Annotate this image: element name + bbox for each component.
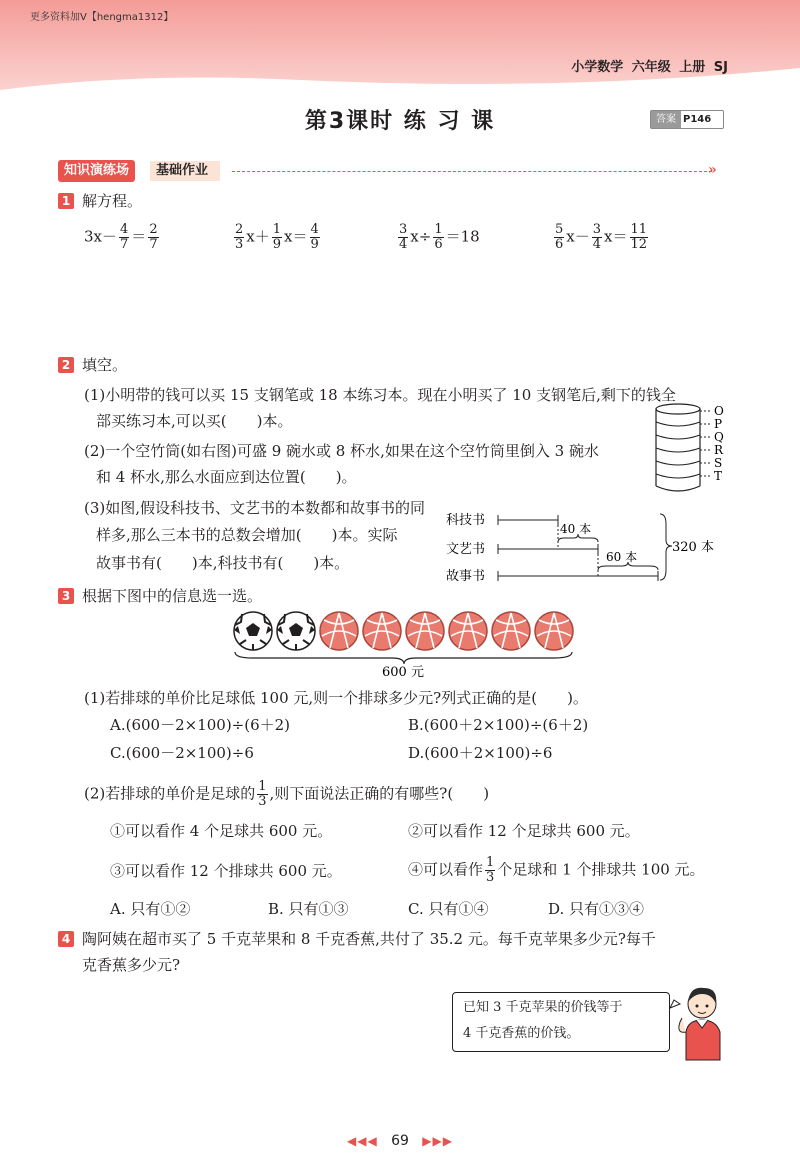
hint-line-1: 已知 3 千克苹果的价钱等于 (463, 1000, 623, 1015)
q2-prompt: 填空。 (82, 356, 128, 374)
diff-40: 40 本 (560, 522, 592, 536)
q3-p2-option-b[interactable]: B. 只有①③ (268, 900, 349, 918)
chevron-right-icon: » (708, 162, 717, 178)
tube-label-p: P (714, 417, 723, 431)
previous-arrows-icon: ◀◀◀ (347, 1134, 378, 1148)
hint-line-2: 4 千克香蕉的价钱。 (463, 1026, 580, 1041)
total-books: 320 本 (672, 540, 714, 555)
soccer-ball-icon (277, 612, 315, 650)
q3-part1: (1)若排球的单价比足球低 100 元,则一个排球多少元?列式正确的是( )。 (84, 689, 588, 707)
q3-p2-option-c[interactable]: C. 只有①④ (408, 900, 489, 918)
q2-part2-line1: (2)一个空竹筒(如右图)可盛 9 碗水或 8 杯水,如果在这个空竹筒里倒入 3 碗水 (84, 442, 599, 460)
label-story-books: 故事书 (446, 569, 486, 584)
bamboo-tube-figure (652, 400, 732, 496)
volleyball-icon (320, 612, 358, 650)
page-title: 第3课时 练 习 课 (304, 109, 496, 134)
answer-page: P146 (683, 114, 712, 125)
q2-part2-line2: 和 4 杯水,那么水面应到达位置( )。 (96, 468, 357, 486)
q2-part3-line2: 样多,那么三本书的总数会增加( )本。实际 (96, 526, 398, 544)
q3-p1-option-c[interactable]: C.(600－2×100)÷6 (110, 744, 254, 762)
equation-2: $\frac{2}{3}$ x＋ $\frac{1}{9}$ x＝ $\frac{4}{9}$ (235, 222, 319, 252)
boy-illustration (668, 980, 730, 1062)
q3-p1-option-b[interactable]: B.(600＋2×100)÷(6＋2) (408, 716, 589, 734)
q4-line1: 陶阿姨在超市买了 5 千克苹果和 8 千克香蕉,共付了 35.2 元。每千克苹果多少元?每千 (82, 930, 656, 948)
q4-line2: 克香蕉多少元? (82, 956, 181, 974)
question-number-4: 4 (58, 931, 74, 947)
label-science-books: 科技书 (446, 513, 486, 528)
q1-prompt: 解方程。 (82, 192, 143, 210)
next-arrows-icon: ▶▶▶ (422, 1134, 453, 1148)
q3-statement-1: ①可以看作 4 个足球共 600 元。 (110, 822, 333, 840)
answer-reference[interactable] (650, 110, 724, 129)
total-price-label: 600 元 (382, 665, 424, 680)
equation-3: $\frac{3}{4}$ x÷ $\frac{1}{6}$ ＝18 (399, 222, 480, 252)
q2-part1-line1: (1)小明带的钱可以买 15 支钢笔或 18 本练习本。现在小明买了 10 支钢笔后,剩下的钱全 (84, 386, 676, 404)
page-footer (0, 1133, 800, 1149)
volleyball-icon (449, 612, 487, 650)
equation-4: $\frac{5}{6}$ x－ $\frac{3}{4}$ x＝ $\frac{11}{12}$ (555, 222, 648, 252)
section-tag: 知识演练场 (58, 160, 135, 182)
equation-1: 3x－ $\frac{4}{7}$ ＝ $\frac{2}{7}$ (84, 222, 158, 252)
tube-label-s: S (714, 456, 723, 470)
soccer-ball-icon (234, 612, 272, 650)
page-number: 69 (391, 1133, 409, 1149)
tube-label-t: T (714, 469, 723, 483)
question-number-3: 3 (58, 588, 74, 604)
volleyball-icon (535, 612, 573, 650)
section-subtag: 基础作业 (150, 161, 220, 181)
q3-statement-3: ③可以看作 12 个排球共 600 元。 (110, 862, 342, 880)
volleyball-icon (492, 612, 530, 650)
book-segment-diagram (440, 504, 730, 588)
q3-p1-option-d[interactable]: D.(600＋2×100)÷6 (408, 744, 553, 762)
q2-part3-line1: (3)如图,假设科技书、文艺书的本数都和故事书的同 (84, 499, 426, 517)
section-divider (232, 171, 712, 172)
label-art-books: 文艺书 (446, 542, 486, 557)
grade-info: 小学数学 六年级 上册 SJ (571, 60, 728, 75)
question-number-1: 1 (58, 193, 74, 209)
q3-statement-2: ②可以看作 12 个足球共 600 元。 (408, 822, 640, 840)
q2-part3-line3: 故事书有( )本,科技书有( )本。 (96, 554, 350, 572)
q2-part1-line2: 部买练习本,可以买( )本。 (96, 412, 293, 430)
answer-label: 答案 (651, 111, 681, 128)
q3-statement-4: ④可以看作 $\frac{1}{3}$ 个足球和 1 个排球共 100 元。 (408, 855, 705, 885)
hint-speech-bubble (452, 992, 670, 1052)
tube-label-r: R (714, 443, 724, 457)
q3-p2-option-a[interactable]: A. 只有①② (110, 900, 191, 918)
volleyball-icon (406, 612, 444, 650)
q3-p2-option-d[interactable]: D. 只有①③④ (548, 900, 645, 918)
diff-60: 60 本 (606, 550, 638, 564)
tube-label-q: Q (714, 430, 724, 444)
q3-p1-option-a[interactable]: A.(600－2×100)÷(6＋2) (110, 716, 291, 734)
tube-label-o: O (714, 404, 724, 418)
watermark: 更多资料加V【hengma1312】 (30, 12, 174, 23)
q3-prompt: 根据下图中的信息选一选。 (82, 587, 263, 605)
q3-part2: (2)若排球的单价是足球的 $\frac{1}{3}$ ,则下面说法正确的有哪些?( ) (84, 779, 490, 809)
balls-figure (232, 610, 577, 680)
question-number-2: 2 (58, 357, 74, 373)
volleyball-icon (363, 612, 401, 650)
